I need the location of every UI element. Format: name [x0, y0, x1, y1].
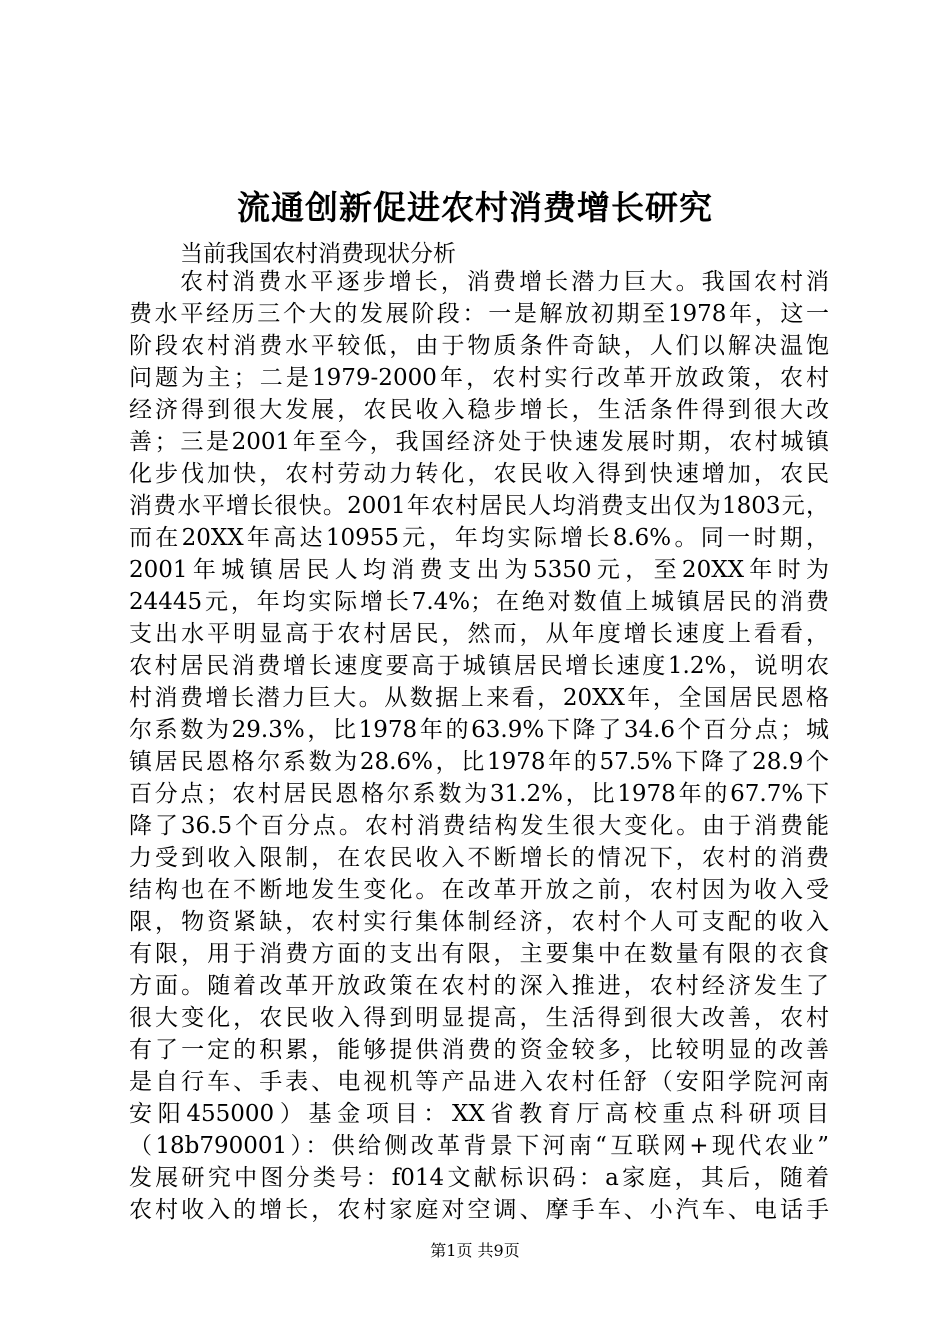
paragraph-line: （18b790001）：供给侧改革背景下河南“互联网+现代农业” — [129, 1133, 829, 1159]
paragraph-line: 农村收入的增长，农村家庭对空调、摩手车、小汽车、电话手 — [129, 1197, 829, 1223]
paragraph-line: 2001年城镇居民人均消费支出为5350元，至20XX年时为 — [129, 557, 829, 583]
paragraph-line: 农村消费水平逐步增长，消费增长潜力巨大。我国农村消 — [180, 269, 829, 295]
paragraph-line: 是自行车、手表、电视机等产品进入农村任舒（安阳学院河南 — [129, 1069, 829, 1095]
page-number-footer: 第1页 共9页 — [430, 1241, 520, 1260]
paragraph-line: 而在20XX年高达10955元，年均实际增长8.6%。同一时期， — [129, 525, 829, 551]
paragraph-line: 村消费增长潜力巨大。从数据上来看，20XX年，全国居民恩格 — [129, 685, 829, 711]
paragraph-line: 问题为主；二是1979-2000年，农村实行改革开放政策，农村 — [129, 365, 829, 391]
paragraph-line: 镇居民恩格尔系数为28.6%，比1978年的57.5%下降了28.9个 — [129, 749, 829, 775]
paragraph-line: 消费水平增长很快。2001年农村居民人均消费支出仅为1803元， — [129, 493, 829, 519]
paragraph-line: 有限，用于消费方面的支出有限，主要集中在数量有限的衣食 — [129, 941, 829, 967]
paragraph-line: 经济得到很大发展，农民收入稳步增长，生活条件得到很大改 — [129, 397, 829, 423]
paragraph-line: 限，物资紧缺，农村实行集体制经济，农村个人可支配的收入 — [129, 909, 829, 935]
body-paragraph — [129, 266, 829, 1226]
paragraph-line: 尔系数为29.3%，比1978年的63.9%下降了34.6个百分点；城 — [129, 717, 829, 743]
paragraph-line: 很大变化，农民收入得到明显提高，生活得到很大改善，农村 — [129, 1005, 829, 1031]
paragraph-line: 结构也在不断地发生变化。在改革开放之前，农村因为收入受 — [129, 877, 829, 903]
paragraph-line: 降了36.5个百分点。农村消费结构发生很大变化。由于消费能 — [129, 813, 829, 839]
paragraph-line: 发展研究中图分类号：f014文献标识码：a家庭，其后，随着 — [129, 1165, 829, 1191]
paragraph-line: 方面。随着改革开放政策在农村的深入推进，农村经济发生了 — [129, 973, 829, 999]
paragraph-line: 百分点；农村居民恩格尔系数为31.2%，比1978年的67.7%下 — [129, 781, 829, 807]
paragraph-line: 化步伐加快，农村劳动力转化，农民收入得到快速增加，农民 — [129, 461, 829, 487]
paragraph-line: 力受到收入限制，在农民收入不断增长的情况下，农村的消费 — [129, 845, 829, 871]
paragraph-line: 支出水平明显高于农村居民，然而，从年度增长速度上看看， — [129, 621, 829, 647]
paragraph-line: 费水平经历三个大的发展阶段：一是解放初期至1978年，这一 — [129, 301, 829, 327]
paragraph-line: 安阳455000）基金项目：XX省教育厅高校重点科研项目 — [129, 1101, 829, 1127]
paragraph-line: 阶段农村消费水平较低，由于物质条件奇缺，人们以解决温饱 — [129, 333, 829, 359]
paragraph-line: 善；三是2001年至今，我国经济处于快速发展时期，农村城镇 — [129, 429, 829, 455]
section-heading: 当前我国农村消费现状分析 — [180, 241, 456, 267]
paragraph-line: 24445元，年均实际增长7.4%；在绝对数值上城镇居民的消费 — [129, 589, 829, 615]
paragraph-line: 农村居民消费增长速度要高于城镇居民增长速度1.2%，说明农 — [129, 653, 829, 679]
document-title: 流通创新促进农村消费增长研究 — [237, 188, 713, 227]
paragraph-line: 有了一定的积累，能够提供消费的资金较多，比较明显的改善 — [129, 1037, 829, 1063]
